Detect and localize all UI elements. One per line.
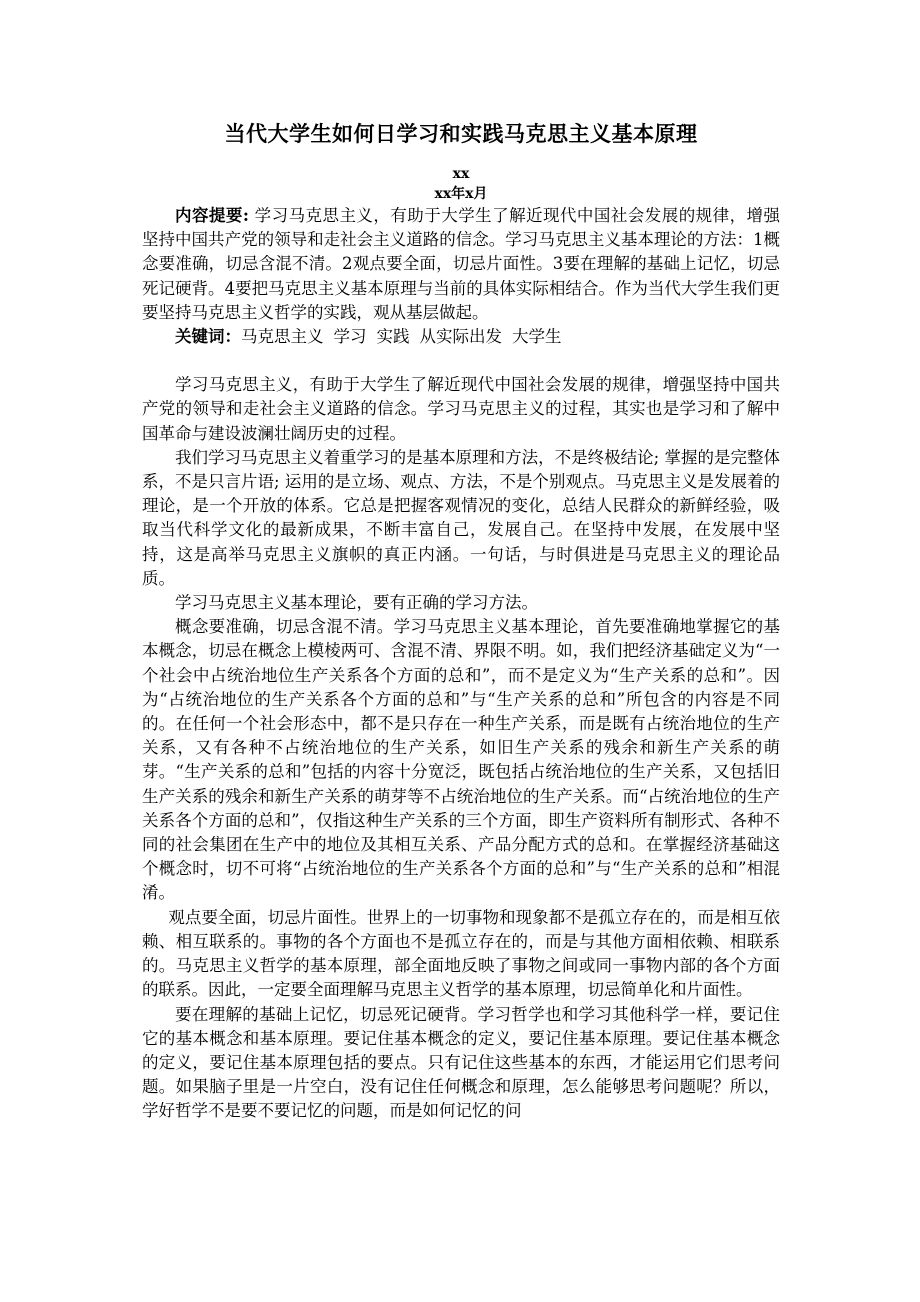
- document-page: [142, 118, 780, 1124]
- abstract-text: 学习马克思主义，有助于大学生了解近现代中国社会发展的规律，增强坚持中国共产党的领导和走社会主义道路的信念。学习马克思主义基本理论的方法：1概念要准确，切忌含混不清。2观点要全面，切忌片面性。3要在理解的基础上记忆，切忌死记硬背。4要把马克思主义基本原理与当前的具体实际相结合。作为当代大学生我们更要坚持马克思主义哲学的实践，观从基层做起。: [142, 206, 781, 322]
- body-paragraph: 概念要准确，切忌含混不清。学习马克思主义基本理论，首先要准确地掌握它的基本概念，切忌在概念上模棱两可、含混不清、界限不明。如，我们把经济基础定义为“一个社会中占统治地位生产关系各个方面的总和”，而不是定义为“生产关系的总和”。因为“占统治地位的生产关系各个方面的总和”与“生产关系的总和”所包含的内容是不同的。在任何一个社会形态中，都不是只存在一种生产关系，而是既有占统治地位的生产关系，又有各种不占统治地位的生产关系，如旧生产关系的残余和新生产关系的萌芽。“生产关系的总和”包括的内容十分宽泛，既包括占统治地位的生产关系，又包括旧生产关系的残余和新生产关系的萌芽等不占统治地位的生产关系。而“占统治地位的生产关系各个方面的总和”，仅指这种生产关系的三个方面，即生产资料所有制形式、各种不同的社会集团在生产中的地位及其相互关系、产品分配方式的总和。在掌握经济基础这个概念时，切不可将“占统治地位的生产关系各个方面的总和”与“生产关系的总和”相混淆。: [142, 617, 780, 903]
- document-date: xx年x月: [434, 186, 488, 202]
- body-paragraph: 学习马克思主义基本理论，要有正确的学习方法。: [175, 593, 538, 613]
- keywords: [142, 325, 780, 349]
- keywords-label: 关键词：: [175, 327, 241, 347]
- keyword: 学习: [333, 327, 367, 347]
- keyword: 从实际出发: [419, 327, 502, 347]
- document-body: [142, 373, 780, 1123]
- document-author: xx: [452, 166, 470, 182]
- body-paragraph: 要在理解的基础上记忆，切忌死记硬背。学习哲学也和学习其他科学一样，要记住它的基本概念和基本原理。要记住基本概念的定义，要记住基本原理。要记住基本概念的定义，要记住基本原理包括的要点。只有记住这些基本的东西，才能运用它们思考问题。如果脑子里是一片空白，没有记住任何概念和原理，怎么能够思考问题呢？所以，学好哲学不是要不要记忆的问题，而是如何记忆的问: [142, 1004, 780, 1121]
- keyword: 实践: [376, 327, 410, 347]
- abstract-label: 内容提要:: [175, 206, 249, 225]
- keyword: 大学生: [512, 327, 562, 347]
- keyword: 马克思主义: [241, 327, 324, 347]
- document-title: 当代大学生如何日学习和实践马克思主义基本原理: [224, 122, 698, 146]
- body-paragraph: 我们学习马克思主义着重学习的是基本原理和方法，不是终极结论; 掌握的是完整体系，不是只言片语; 运用的是立场、观点、方法，不是个别观点。马克思主义是发展着的理论，是一个开放的体系。它总是把握客观情况的变化，总结人民群众的新鲜经验，吸取当代科学文化的最新成果，不断丰富自己，发展自己。在坚持中发展，在发展中坚持，这是高举马克思主义旗帜的真正内涵。一句话，与时俱进是马克思主义的理论品质。: [142, 447, 780, 588]
- body-paragraph: 观点要全面，切忌片面性。世界上的一切事物和现象都不是孤立存在的，而是相互依赖、相互联系的。事物的各个方面也不是孤立存在的，而是与其他方面相依赖、相联系的。马克思主义哲学的基本原理，部全面地反映了事物之间或同一事物内部的各个方面的联系。因此，一定要全面理解马克思主义哲学的基本原理，切忌简单化和片面性。: [142, 907, 780, 1000]
- abstract: [142, 204, 780, 325]
- body-paragraph: 学习马克思主义，有助于大学生了解近现代中国社会发展的规律，增强坚持中国共产党的领导和走社会主义道路的信念。学习马克思主义的过程，其实也是学习和了解中国革命与建设波澜壮阔历史的过程。: [142, 375, 780, 443]
